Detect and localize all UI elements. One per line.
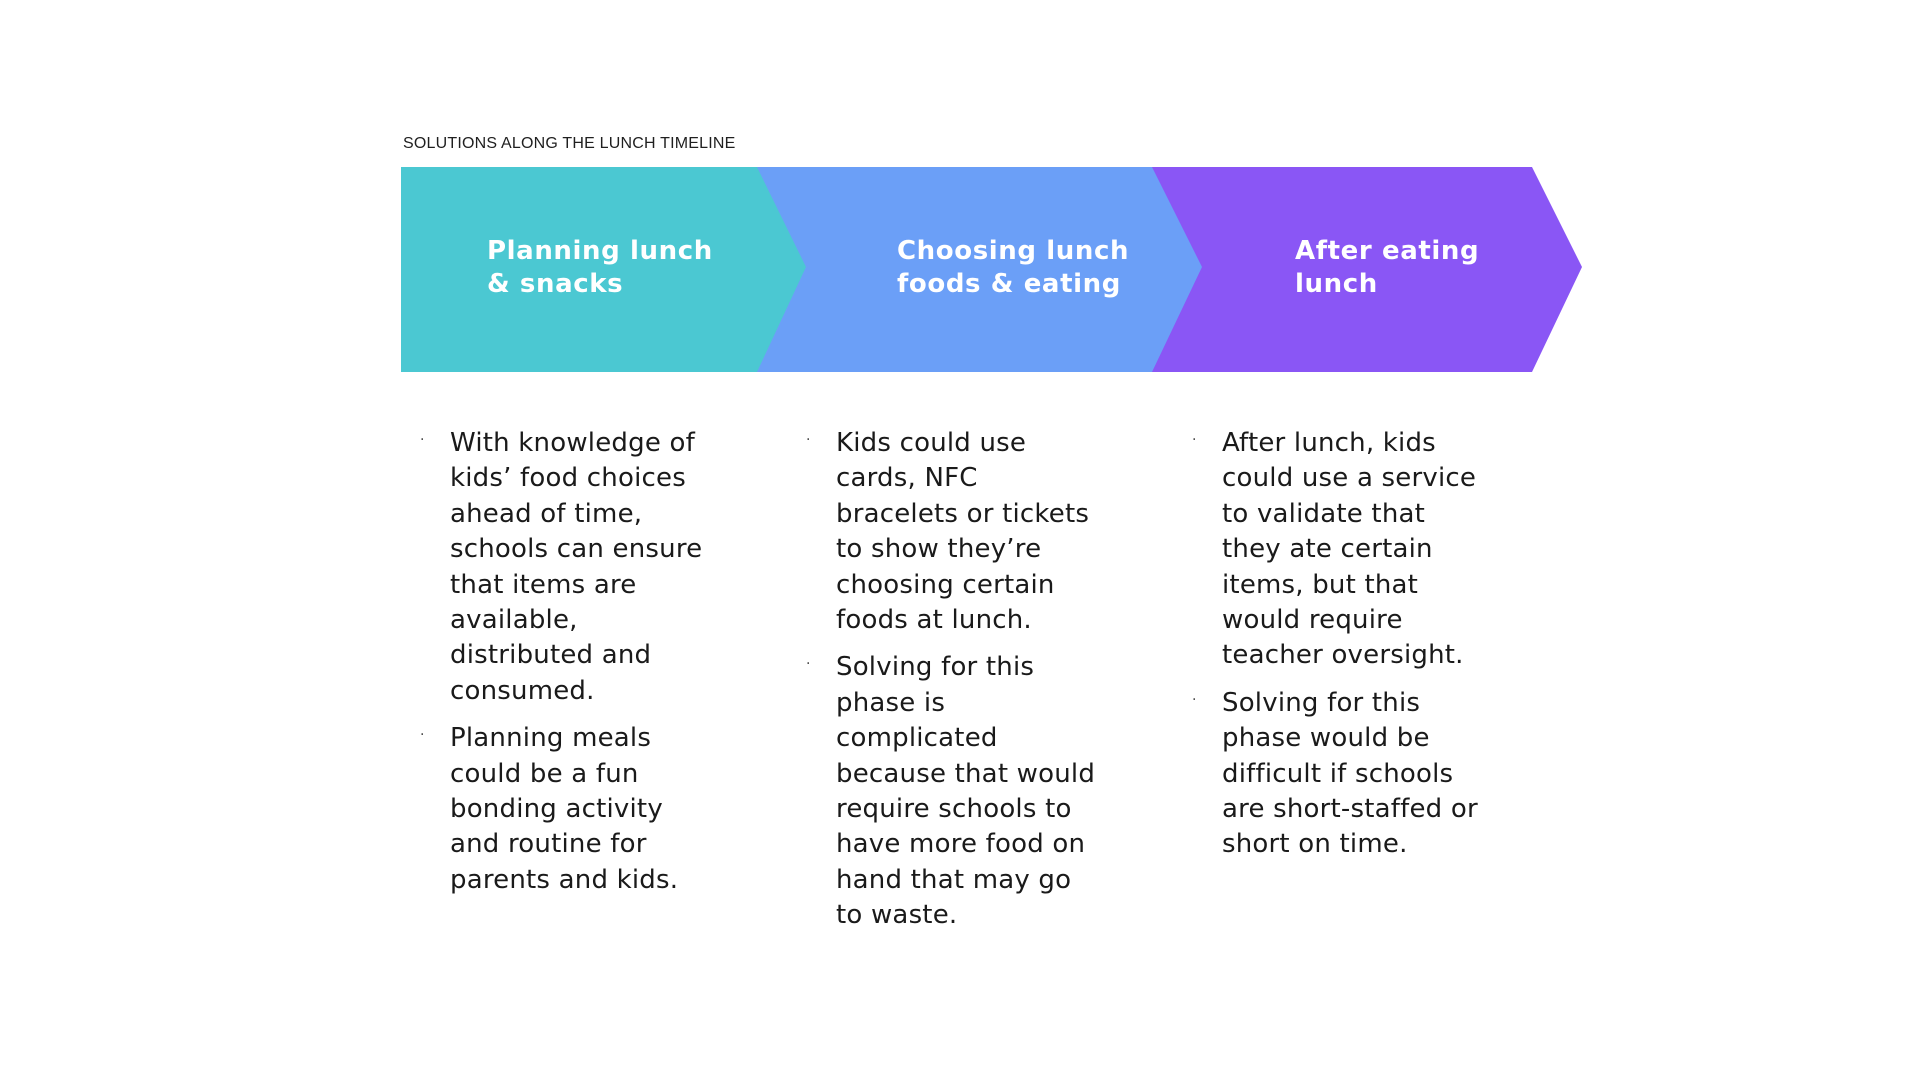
bullet-text: Solving for this phase would be difficult if schools are short-staffed or short on time. (1222, 687, 1478, 860)
bullet-dot-icon: · (1192, 691, 1197, 708)
bullet-list (806, 426, 1096, 934)
list-item (1192, 426, 1482, 674)
phase-arrow-planning (401, 167, 811, 372)
phase-label-line-1: Choosing lunch (897, 236, 1130, 266)
phase-label (1295, 235, 1479, 301)
bullet-text: After lunch, kids could use a service to validate that they ate certain items, but that would require teacher oversight. (1222, 428, 1477, 671)
phase-label-line-1: Planning lunch (487, 236, 713, 266)
list-item (420, 426, 710, 709)
list-item (1192, 686, 1482, 863)
bullet-list (1192, 426, 1482, 863)
bullet-text: Solving for this phase is complicated because that would require schools to have more food on hand that may go to waste. (836, 652, 1096, 931)
list-item (806, 426, 1096, 638)
bullet-dot-icon: · (420, 432, 425, 448)
bullet-text: Kids could use cards, NFC bracelets or tickets to show they’re choosing certain foods at lunch. (836, 428, 1090, 636)
phase-label (897, 235, 1129, 301)
list-item (806, 650, 1096, 933)
phase-label-line-2: & snacks (487, 269, 624, 299)
bullet-dot-icon: · (1192, 432, 1197, 448)
bullet-text: Planning meals could be a fun bonding activity and routine for parents and kids. (450, 723, 679, 895)
bullet-text: With knowledge of kids’ food choices ahead of time, schools can ensure that items are available, distributed and consumed. (450, 428, 703, 706)
bullet-dot-icon: · (806, 432, 811, 448)
phase-label-line-2: lunch (1295, 269, 1378, 299)
phase-arrow-choosing (757, 167, 1207, 372)
bullet-list (420, 426, 710, 898)
phase-column-after (1192, 426, 1482, 875)
phase-label-line-1: After eating (1295, 236, 1480, 266)
phase-column-choosing (806, 426, 1096, 946)
bullet-dot-icon: · (420, 727, 425, 744)
phase-label-line-2: foods & eating (897, 269, 1121, 299)
bullet-dot-icon: · (806, 656, 811, 673)
phase-column-planning (420, 426, 710, 910)
list-item (420, 721, 710, 898)
phase-arrow-after (1152, 167, 1582, 372)
slide-title: SOLUTIONS ALONG THE LUNCH TIMELINE (403, 135, 736, 152)
phase-label (487, 235, 713, 301)
